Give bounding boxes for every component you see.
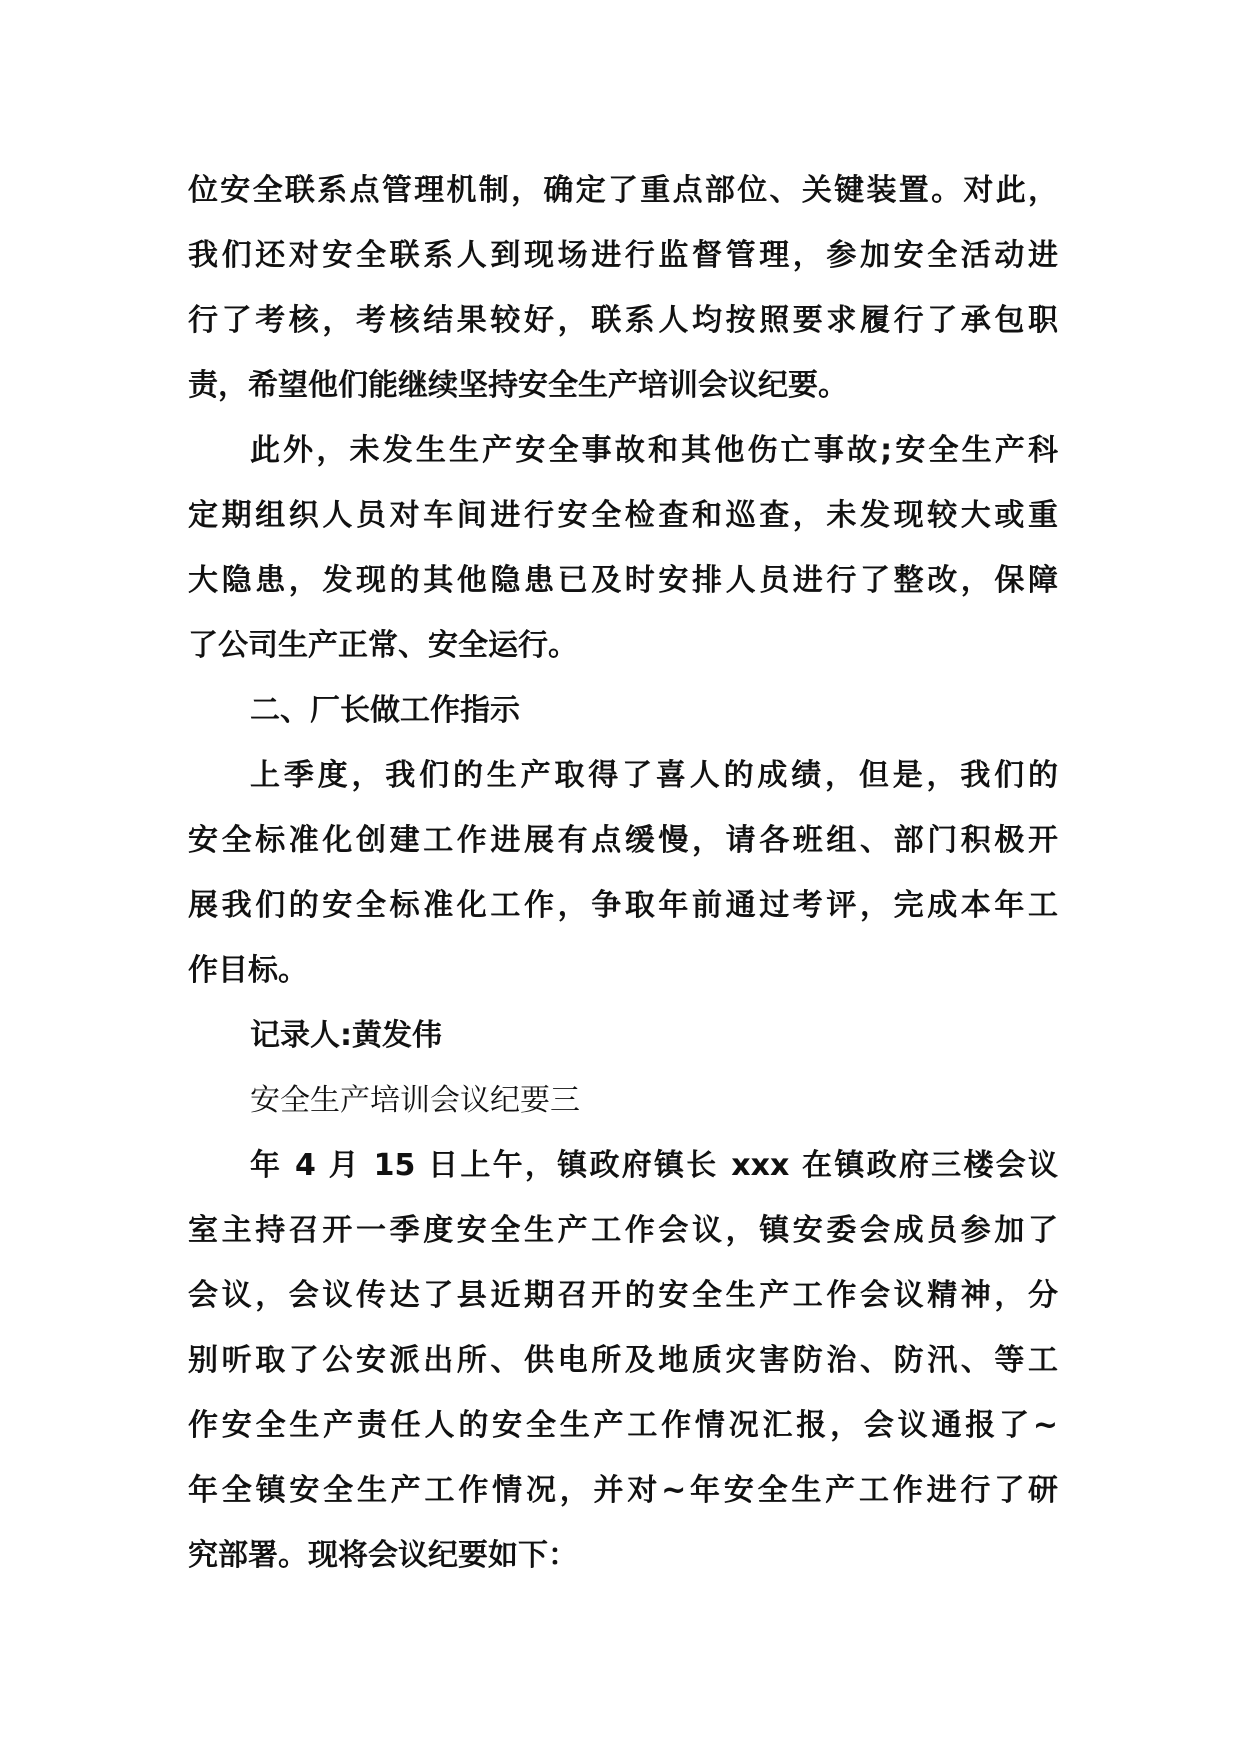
- text-line: 究部署。现将会议纪要如下：: [188, 1538, 578, 1573]
- document-body: [188, 158, 1058, 1588]
- text-line: 作目标。: [188, 953, 308, 988]
- section-heading: 二、厂长做工作指示: [250, 693, 520, 728]
- text-line: 室主持召开一季度安全生产工作会议，镇安委会成员参加了: [188, 1213, 1058, 1248]
- text-line: 安全标准化创建工作进展有点缓慢，请各班组、部门积极开: [188, 823, 1058, 858]
- recorder-line: 记录人:黄发伟: [250, 1018, 442, 1053]
- text-line: 会议，会议传达了县近期召开的安全生产工作会议精神，分: [188, 1278, 1058, 1313]
- text-line: 定期组织人员对车间进行安全检查和巡查，未发现较大或重: [188, 498, 1058, 533]
- text-line: 展我们的安全标准化工作，争取年前通过考评，完成本年工: [188, 888, 1058, 923]
- text-line: 行了考核，考核结果较好，联系人均按照要求履行了承包职: [188, 303, 1058, 338]
- text-line: 年全镇安全生产工作情况，并对~年安全生产工作进行了研: [188, 1473, 1058, 1508]
- text-line: 别听取了公安派出所、供电所及地质灾害防治、防汛、等工: [188, 1343, 1058, 1378]
- text-line: 位安全联系点管理机制，确定了重点部位、关键装置。对此，: [188, 173, 1058, 208]
- text-line: 我们还对安全联系人到现场进行监督管理，参加安全活动进: [188, 238, 1058, 273]
- text-line: 此外，未发生生产安全事故和其他伤亡事故;安全生产科: [250, 433, 1058, 468]
- text-line: 作安全生产责任人的安全生产工作情况汇报，会议通报了~: [188, 1408, 1058, 1443]
- text-line: 大隐患，发现的其他隐患已及时安排人员进行了整改，保障: [188, 563, 1058, 598]
- document-subtitle: 安全生产培训会议纪要三: [250, 1083, 580, 1118]
- text-line: 了公司生产正常、安全运行。: [188, 628, 578, 663]
- text-line: 责，希望他们能继续坚持安全生产培训会议纪要。: [188, 368, 848, 403]
- text-line: 上季度，我们的生产取得了喜人的成绩，但是，我们的: [250, 758, 1058, 793]
- text-line: 年 4 月 15 日上午，镇政府镇长 xxx 在镇政府三楼会议: [250, 1148, 1058, 1183]
